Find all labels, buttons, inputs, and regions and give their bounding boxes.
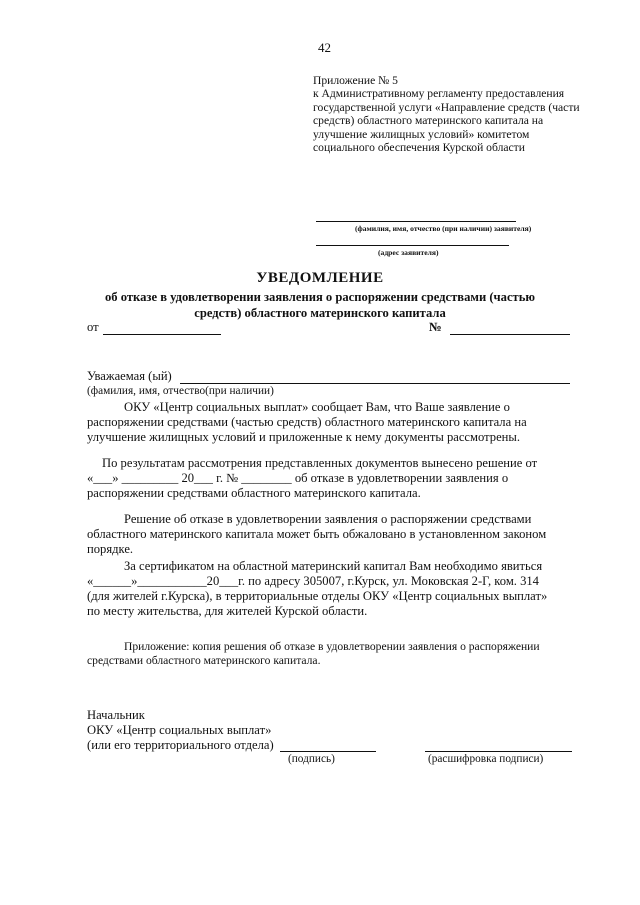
signature-position: Начальник <box>87 708 145 722</box>
signature-organization: ОКУ «Центр социальных выплат» <box>87 723 272 737</box>
document-title: УВЕДОМЛЕНИЕ <box>256 270 384 286</box>
paragraph-2-line: «___» _________ 20___ г. № ________ об отказе в удовлетворении заявления о <box>87 471 509 485</box>
page-number: 42 <box>318 40 331 55</box>
appendix-line: улучшение жилищных условий» комитетом <box>313 127 530 141</box>
from-date-line <box>103 334 221 335</box>
signature-department: (или его территориального отдела) <box>87 738 274 752</box>
signature-decode-caption: (расшифровка подписи) <box>428 753 544 765</box>
number-label: № <box>429 320 442 334</box>
appendix-line: социального обеспечения Курской области <box>313 141 525 155</box>
paragraph-3-line: областного материнского капитала может быть обжаловано в установленном законом <box>87 527 547 541</box>
number-line <box>450 334 570 335</box>
paragraph-2-line: распоряжении средствами областного материнского капитала. <box>87 486 421 500</box>
subtitle-line: об отказе в удовлетворении заявления о распоряжении средствами (частью <box>104 290 536 304</box>
paragraph-1-line: улучшение жилищных условий и приложенные к нему документы рассмотрены. <box>87 430 521 444</box>
attachment-line: средствами областного материнского капитала. <box>87 654 321 667</box>
paragraph-3-line: Решение об отказе в удовлетворении заявления о распоряжении средствами <box>124 512 532 526</box>
from-label: от <box>87 320 99 334</box>
paragraph-1-line: ОКУ «Центр социальных выплат» сообщает Вам, что Ваше заявление о <box>124 400 510 414</box>
signature-line <box>280 751 376 752</box>
greeting-caption: (фамилия, имя, отчество(при наличии) <box>87 385 274 397</box>
appendix-line: средств) областного материнского капитала на <box>313 114 544 128</box>
applicant-name-caption: (фамилия, имя, отчество (при наличии) заявителя) <box>355 224 532 233</box>
appendix-line: государственной услуги «Направление средств (части <box>313 100 580 114</box>
applicant-address-caption: (адрес заявителя) <box>378 248 439 257</box>
paragraph-3-line: порядке. <box>87 542 134 556</box>
appendix-block <box>313 74 580 154</box>
greeting-label: Уважаемая (ый) <box>87 369 172 383</box>
document-subtitle <box>0 290 640 321</box>
applicant-address-line <box>316 245 509 246</box>
paragraph-4-line: (для жителей г.Курска), в территориальные отделы ОКУ «Центр социальных выплат» <box>87 589 548 603</box>
signature-decode-line <box>425 751 572 752</box>
applicant-name-line <box>316 221 516 222</box>
paragraph-4-line: «______»___________20___г. по адресу 305007, г.Курск, ул. Моковская 2-Г, ком. 314 <box>87 574 539 588</box>
paragraph-4-line: по месту жительства, для жителей Курской области. <box>87 604 368 618</box>
paragraph-4-line: За сертификатом на областной материнский капитал Вам необходимо явиться <box>124 559 543 573</box>
attachment-line: Приложение: копия решения об отказе в удовлетворении заявления о распоряжении <box>124 640 540 653</box>
appendix-line: к Административному регламенту предоставления <box>313 87 565 101</box>
paragraph-1-line: распоряжении средствами (частью средств) областного материнского капитала на <box>87 415 527 429</box>
subtitle-line: средств) областного материнского капитала <box>194 305 446 320</box>
greeting-line <box>180 383 570 384</box>
appendix-line: Приложение № 5 <box>313 74 398 87</box>
signature-caption: (подпись) <box>288 753 335 765</box>
paragraph-2-line: По результатам рассмотрения представленных документов вынесено решение от <box>102 456 538 470</box>
